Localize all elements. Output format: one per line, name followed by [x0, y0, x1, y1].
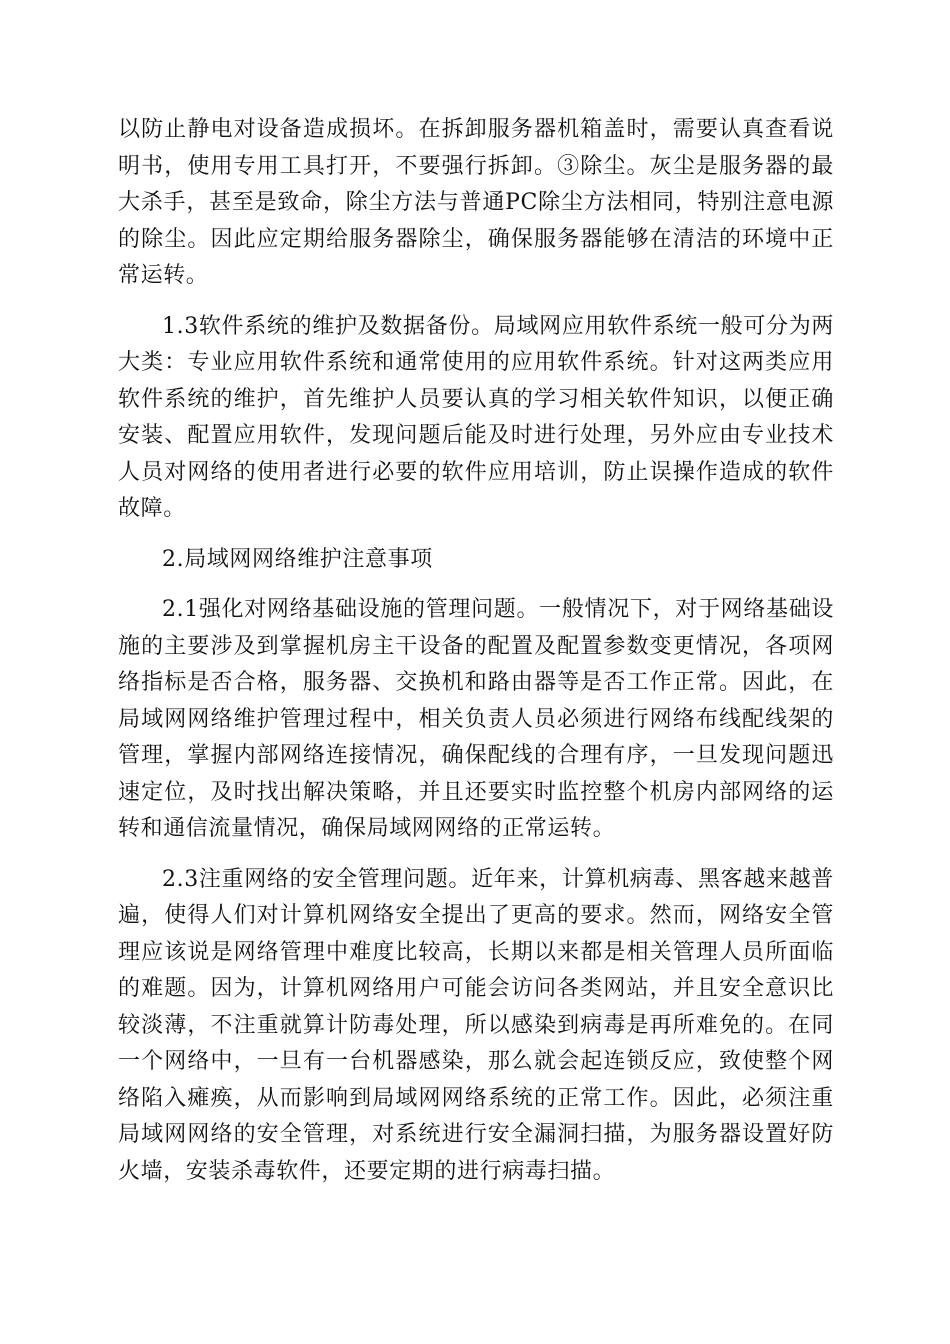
document-page	[118, 112, 834, 1190]
paragraph-security-management: 2.3注重网络的安全管理问题。近年来，计算机病毒、黑客越来越普遍，使得人们对计算机网络安全提出了更高的要求。然而，网络安全管理应该说是网络管理中难度比较高，长期以来都是相关管理人员所面临的难题。因为，计算机网络用户可能会访问各类网站，并且安全意识比较淡薄，不注重就算计防毒处理，所以感染到病毒是再所难免的。在同一个网络中，一旦有一台机器感染，那么就会起连锁反应，致使整个网络陷入瘫痪，从而影响到局域网网络系统的正常工作。因此，必须注重局域网网络的安全管理，对系统进行安全漏洞扫描，为服务器设置好防火墙，安装杀毒软件，还要定期的进行病毒扫描。	[118, 866, 834, 1184]
paragraph-infrastructure-management: 2.1强化对网络基础设施的管理问题。一般情况下，对于网络基础设施的主要涉及到掌握机房主干设备的配置及配置参数变更情况，各项网络指标是否合格，服务器、交换机和路由器等是否工作正常。因此，在局域网网络维护管理过程中，相关负责人员必须进行网络布线配线架的管理，掌握内部网络连接情况，确保配线的合理有序，一旦发现问题迅速定位，及时找出解决策略，并且还要实时监控整个机房内部网络的运转和通信流量情况，确保局域网网络的正常运转。	[118, 597, 834, 841]
paragraph-server-dust-removal: 以防止静电对设备造成损坏。在拆卸服务器机箱盖时，需要认真查看说明书，使用专用工具打开，不要强行拆卸。③除尘。灰尘是服务器的最大杀手，甚至是致命，除尘方法与普通PC除尘方法相同，特别注意电源的除尘。因此应定期给服务器除尘，确保服务器能够在清洁的环境中正常运转。	[118, 117, 834, 288]
section-heading-lan-maintenance: 2.局域网网络维护注意事项	[162, 546, 433, 572]
paragraph-software-maintenance: 1.3软件系统的维护及数据备份。局域网应用软件系统一般可分为两大类：专业应用软件系统和通常使用的应用软件系统。针对这两类应用软件系统的维护，首先维护人员要认真的学习相关软件知识，以便正确安装、配置应用软件，发现问题后能及时进行处理，另外应由专业技术人员对网络的使用者进行必要的软件应用培训，防止误操作造成的软件故障。	[118, 313, 834, 521]
